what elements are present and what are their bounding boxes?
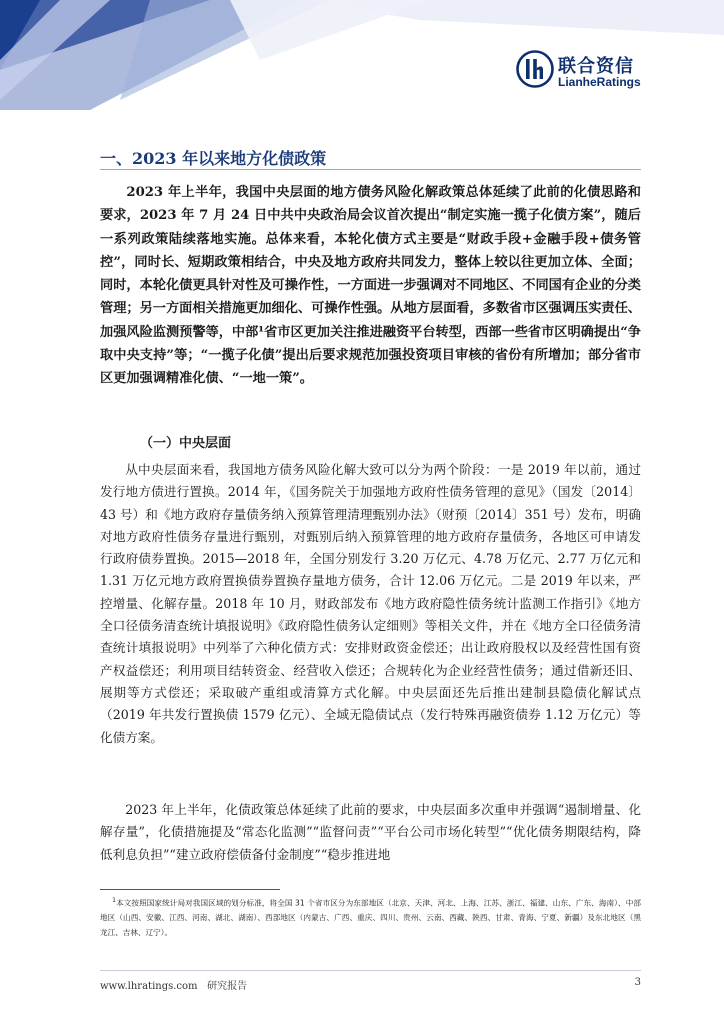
central-level-paragraph: 从中央层面来看，我国地方债务风险化解大致可以分为两个阶段：一是 2019 年以前，通过发行地方债进行置换。2014 年，《国务院关于加强地方政府性债务管理的意见》（国发〔2014〕43 号）和《地方政府存量债务纳入预算管理清理甄别办法》（财预〔2014〕351 号）发布，明确对地方政府性债务存量进行甄别，对甄别后纳入预算管理的地方政府存量债务，各地区可申请发行政府债券置换。2015—2018 年，全国分别发行 3.20 万亿元、4.78 万亿元、2.77 万亿元和 1.31 万亿元地方政府置换债券置换存量地方债务，合计 12.06 万亿元。二是 2019 年以来，严控增量、化解存量。2018 年 10 月，财政部发布《地方政府隐性债务统计监测工作指引》《地方全口径债务清查统计填报说明》《政府隐性债务认定细则》等相关文件，并在《地方全口径债务清查统计填报说明》中列举了六种化债方式：安排财政资金偿还；出让政府股权以及经营性国有资产权益偿还；利用项目结转资金、经营收入偿还；合规转化为企业经营性债务；通过借新还旧、展期等方式偿还；采取破产重组或清算方式化解。中央层面还先后推出建制县隐债化解试点（2019 年共发行置换债 1579 亿元）、全域无隐债试点（发行特殊再融资债券 1.12 万亿元）等化债方案。 xyxy=(100,462,641,745)
logo-mark-icon xyxy=(516,50,554,88)
page-number: 3 xyxy=(634,977,641,988)
company-logo xyxy=(516,50,676,90)
subsection-title: （一）中央层面 xyxy=(140,436,232,451)
footer-left xyxy=(100,977,247,992)
policy-2023-paragraph: 2023 年上半年，化债政策总体延续了此前的要求，中央层面多次重申并强调“遏制增量、化解存量”，化债措施提及“常态化监测”“监督问责”“平台公司市场化转型”“优化债务期限结构，降低利息负担”“建立政府偿债备付金制度”“稳步推进地 xyxy=(100,802,641,862)
footnote xyxy=(100,894,641,940)
footnote-text: 本文按照国家统计局对我国区域的划分标准，将全国 31 个省市区分为东部地区（北京、天津、河北、上海、江苏、浙江、福建、山东、广东、海南）、中部地区（山西、安徽、江西、河南、湖北、湖南）、西部地区（内蒙古、广西、重庆、四川、贵州、云南、西藏、陕西、甘肃、青海、宁夏、新疆）及东北地区（黑龙江、吉林、辽宁）。 xyxy=(100,898,641,937)
footer-divider xyxy=(100,970,641,971)
footnote-divider xyxy=(100,889,280,890)
intro-paragraph: 2023 年上半年，我国中央层面的地方债务风险化解政策总体延续了此前的化债思路和要求，2023 年 7 月 24 日中共中央政治局会议首次提出“制定实施一揽子化债方案”，随后一系列政策陆续落地实施。总体来看，本轮化债方式主要是“财政手段+金融手段+债务管控”，同时长、短期政策相结合，中央及地方政府共同发力，整体上较以往更加立体、全面；同时，本轮化债更具针对性及可操作性，一方面进一步强调对不同地区、不同国有企业的分类管理；另一方面相关措施更加细化、可操作性强。从地方层面看，多数省市区强调压实责任、加强风险监测预警等，中部¹省市区更加关注推进融资平台转型，西部一些省市区明确提出“争取中央支持”等；“一揽子化债”提出后要求规范加强投资项目审核的省份有所增加；部分省市区更加强调精准化债、“一地一策”。 xyxy=(100,185,641,387)
footnote-marker: 1 xyxy=(112,897,116,904)
title-divider xyxy=(100,169,641,170)
logo-chinese-name: 联合资信 xyxy=(558,56,634,77)
section-title: 一、2023 年以来地方化债政策 xyxy=(100,149,327,168)
footer-website-link[interactable]: www.lhratings.com xyxy=(100,981,198,992)
logo-english-name: LianheRatings xyxy=(558,75,641,89)
footer-doc-type: 研究报告 xyxy=(207,981,248,992)
